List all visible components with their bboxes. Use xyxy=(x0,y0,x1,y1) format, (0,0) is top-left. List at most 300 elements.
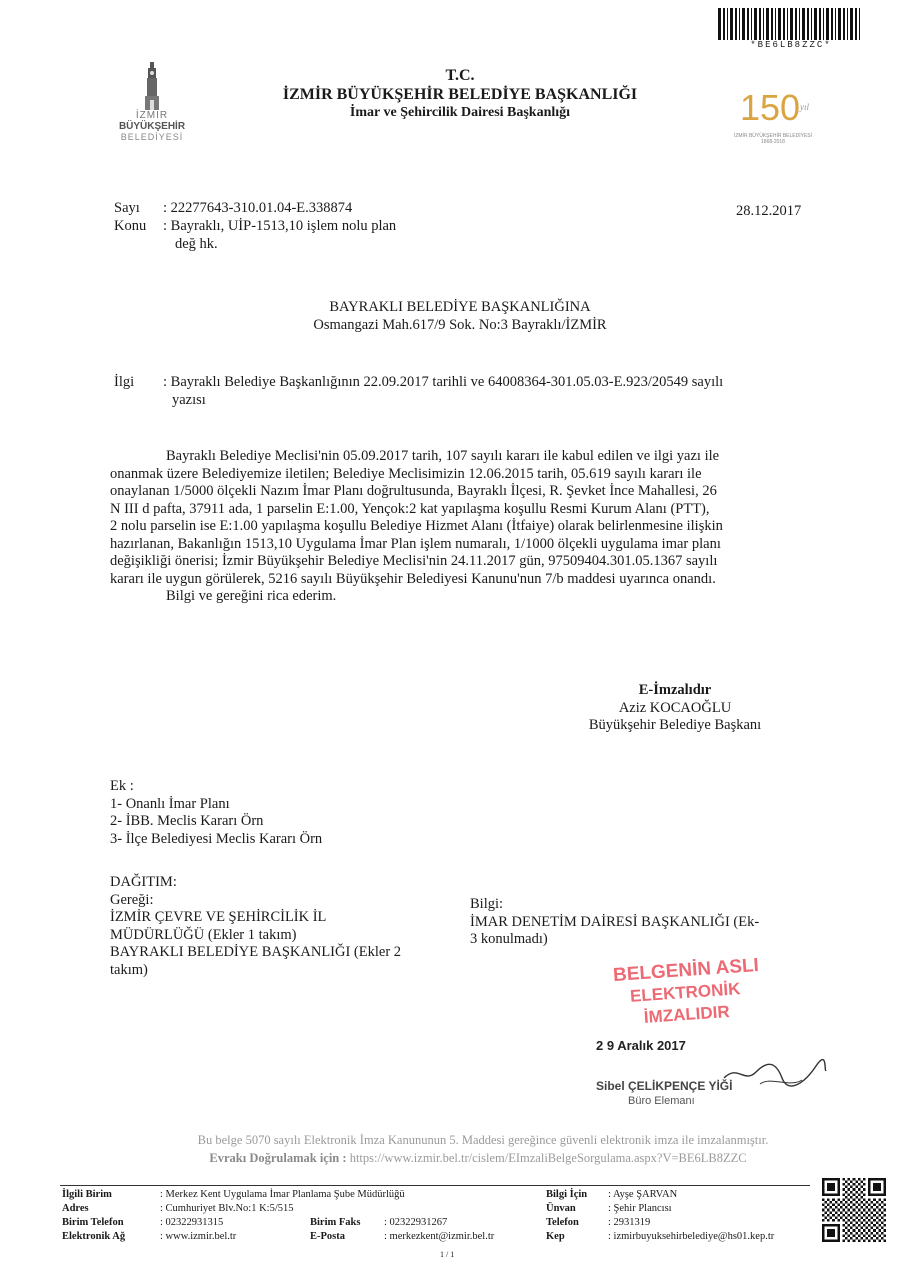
qr-module xyxy=(881,1227,884,1230)
qr-module xyxy=(866,1232,869,1235)
qr-module xyxy=(832,1214,835,1217)
body-line: Bayraklı Belediye Meclisi'nin 05.09.2017 tarih, 107 sayılı kararı ile kabul edilen ve ilgi yazı ile xyxy=(166,448,720,464)
qr-module xyxy=(853,1229,856,1232)
bilgi-icin-label: Bilgi İçin xyxy=(546,1189,588,1200)
qr-module xyxy=(883,1219,886,1222)
verification-line xyxy=(148,1151,808,1166)
barcode-bar xyxy=(759,8,761,40)
page-number: 1 / 1 xyxy=(440,1250,455,1259)
barcode-bar xyxy=(807,8,809,40)
qr-module xyxy=(832,1204,835,1207)
barcode-bar xyxy=(747,8,749,40)
qr-module xyxy=(871,1237,874,1240)
qr-module xyxy=(822,1198,825,1201)
qr-module xyxy=(863,1219,866,1222)
barcode-bar xyxy=(859,8,860,40)
barcode-bar xyxy=(718,8,721,40)
birim-telefon-label: Birim Telefon xyxy=(62,1217,124,1228)
barcode-bar xyxy=(742,8,745,40)
body-line: değişikliği önerisi; İzmir Büyükşehir Belediye Meclisi'nin 24.11.2017 gün, 97509404.301.05.1367 sayılı xyxy=(110,553,718,569)
barcode-bar xyxy=(795,8,797,40)
qr-module xyxy=(853,1198,856,1201)
barcode-bar xyxy=(763,8,764,40)
qr-module xyxy=(883,1224,886,1227)
qr-module xyxy=(842,1219,845,1222)
qr-module xyxy=(881,1206,884,1209)
qr-module xyxy=(863,1188,866,1191)
qr-module xyxy=(853,1188,856,1191)
attachments-block xyxy=(110,778,322,848)
qr-module xyxy=(863,1209,866,1212)
qr-module xyxy=(832,1219,835,1222)
qr-module xyxy=(855,1186,858,1189)
attachments-label: Ek : xyxy=(110,778,134,794)
qr-module xyxy=(876,1201,879,1204)
footer-mid-values xyxy=(384,1216,494,1244)
qr-module xyxy=(863,1178,866,1181)
qr-module xyxy=(848,1188,851,1191)
qr-module xyxy=(878,1214,881,1217)
eposta-value[interactable]: : merkezkent@izmir.bel.tr xyxy=(384,1231,495,1242)
qr-module xyxy=(853,1224,856,1227)
qr-module xyxy=(855,1211,858,1214)
qr-module xyxy=(881,1232,884,1235)
150-years: 1868-2018 xyxy=(761,139,785,145)
footer-mid-labels xyxy=(310,1216,360,1244)
qr-module xyxy=(873,1198,876,1201)
stamp-officer-name: Sibel ÇELİKPENÇE YİĞİ xyxy=(596,1079,733,1093)
qr-module xyxy=(855,1237,858,1240)
qr-module xyxy=(866,1201,869,1204)
qr-module xyxy=(873,1234,876,1237)
qr-module xyxy=(878,1239,881,1242)
ilgi-line1: : Bayraklı Belediye Başkanlığının 22.09.2017 tarihli ve 64008364-301.05.03-E.923/20549 sayılı xyxy=(163,374,724,390)
qr-module xyxy=(842,1204,845,1207)
qr-module xyxy=(876,1216,879,1219)
qr-module xyxy=(881,1216,884,1219)
qr-module xyxy=(878,1198,881,1201)
stamp-line2: ELEKTRONİK İMZALIDIR xyxy=(629,979,741,1027)
qr-module xyxy=(853,1193,856,1196)
qr-module xyxy=(866,1227,869,1230)
qr-module xyxy=(868,1229,871,1232)
qr-module xyxy=(873,1204,876,1207)
qr-module xyxy=(837,1219,840,1222)
barcode-bar xyxy=(843,8,845,40)
qr-module xyxy=(866,1237,869,1240)
qr-module xyxy=(825,1206,828,1209)
logo-line-buyuksehir: BÜYÜKŞEHİR xyxy=(118,121,186,132)
qr-module xyxy=(858,1188,861,1191)
barcode-bar xyxy=(790,8,793,40)
konu-value-line1: : Bayraklı, UİP-1513,10 işlem nolu plan xyxy=(163,218,397,234)
qr-module xyxy=(853,1178,856,1181)
header-institution: İZMİR BÜYÜKŞEHİR BELEDİYE BAŞKANLIĞI xyxy=(282,86,638,103)
qr-module xyxy=(858,1198,861,1201)
qr-module xyxy=(871,1211,874,1214)
qr-module xyxy=(840,1201,843,1204)
qr-module xyxy=(850,1232,853,1235)
qr-module xyxy=(858,1204,861,1207)
qr-module xyxy=(876,1227,879,1230)
sayi-value: : 22277643-310.01.04-E.338874 xyxy=(163,200,353,216)
qr-module xyxy=(868,1239,871,1242)
qr-module xyxy=(827,1204,830,1207)
qr-module xyxy=(858,1229,861,1232)
birim-faks-label: Birim Faks xyxy=(310,1217,361,1228)
telefon-value: : 2931319 xyxy=(608,1217,651,1228)
qr-module xyxy=(827,1219,830,1222)
geregi-line: MÜDÜRLÜĞÜ (Ekler 1 takım) xyxy=(110,926,297,943)
qr-module xyxy=(837,1198,840,1201)
body-line: N III d pafta, 37911 ada, 1 parselin E:1.00, Yençok:2 kat yapılaşma koşullu Resmi Kurum Alanı (PTT), xyxy=(110,500,710,517)
ilgili-birim-value: : Merkez Kent Uygulama İmar Planlama Şube Müdürlüğü xyxy=(160,1189,405,1200)
geregi-label: Gereği: xyxy=(110,891,154,908)
stamp-date: 2 9 Aralık 2017 xyxy=(596,1038,686,1053)
qr-module xyxy=(822,1209,825,1212)
qr-module xyxy=(848,1178,851,1181)
qr-module xyxy=(881,1211,884,1214)
150-year-logo xyxy=(728,84,818,146)
qr-module xyxy=(873,1214,876,1217)
footer-divider xyxy=(60,1185,810,1186)
body-line: onanmak üzere Belediyemize iletilen; Belediye Meclisimizin 12.06.2015 tarih, 05.619 sayılı kararı ile xyxy=(110,465,702,482)
adres-label: Adres xyxy=(62,1203,89,1214)
qr-module xyxy=(850,1222,853,1225)
qr-module xyxy=(830,1201,833,1204)
birim-faks-value: : 02322931267 xyxy=(384,1217,448,1228)
barcode-bar xyxy=(787,8,788,40)
qr-module xyxy=(850,1227,853,1230)
logo-line-izmir: İZMİR xyxy=(135,110,169,121)
qr-module xyxy=(840,1206,843,1209)
qr-module xyxy=(878,1229,881,1232)
qr-module xyxy=(871,1206,874,1209)
qr-module xyxy=(881,1201,884,1204)
qr-module xyxy=(873,1224,876,1227)
qr-module xyxy=(842,1178,845,1181)
qr-module xyxy=(830,1211,833,1214)
qr-module xyxy=(883,1209,886,1212)
qr-module xyxy=(830,1216,833,1219)
qr-module xyxy=(827,1214,830,1217)
qr-module xyxy=(845,1186,848,1189)
barcode-bar xyxy=(730,8,733,40)
barcode-bar xyxy=(814,8,817,40)
footer-left-values xyxy=(160,1188,405,1244)
qr-module xyxy=(858,1183,861,1186)
qr-module xyxy=(860,1237,863,1240)
qr-module xyxy=(842,1239,845,1242)
barcode-bar xyxy=(826,8,829,40)
ilgi-line2: yazısı xyxy=(172,392,206,408)
qr-module xyxy=(850,1211,853,1214)
qr-module xyxy=(876,1232,879,1235)
sayi-label: Sayı xyxy=(114,200,140,216)
qr-module xyxy=(845,1196,848,1199)
logo-line-belediyesi: BELEDİYESİ xyxy=(120,132,184,142)
qr-module xyxy=(868,1204,871,1207)
barcode-bar xyxy=(831,8,833,40)
qr-module xyxy=(871,1201,874,1204)
signature-block xyxy=(560,682,790,735)
qr-module xyxy=(848,1229,851,1232)
stamp-officer-role: Büro Elemanı xyxy=(628,1095,695,1107)
qr-module xyxy=(868,1209,871,1212)
qr-module xyxy=(845,1206,848,1209)
esign-notice: Bu belge 5070 sayılı Elektronik İmza Kanununun 5. Maddesi gereğince güvenli elektronik imza ile imzalanmıştır. xyxy=(197,1133,769,1147)
qr-module xyxy=(848,1234,851,1237)
qr-module xyxy=(845,1211,848,1214)
qr-module xyxy=(876,1206,879,1209)
qr-module xyxy=(822,1219,825,1222)
qr-module xyxy=(858,1193,861,1196)
qr-module xyxy=(878,1234,881,1237)
qr-module xyxy=(855,1227,858,1230)
qr-module xyxy=(863,1198,866,1201)
bilgi-line: İMAR DENETİM DAİRESİ BAŞKANLIĞI (Ek- xyxy=(470,913,760,930)
qr-module xyxy=(873,1239,876,1242)
barcode-bar xyxy=(802,8,805,40)
document-barcode xyxy=(718,8,864,40)
barcode-bar xyxy=(739,8,740,40)
qr-module xyxy=(873,1229,876,1232)
document-header xyxy=(200,66,720,122)
telefon-label: Telefon xyxy=(546,1217,579,1228)
qr-module xyxy=(878,1224,881,1227)
qr-module xyxy=(848,1204,851,1207)
qr-module xyxy=(868,1224,871,1227)
konu-value-line2: değ hk. xyxy=(175,236,218,252)
qr-module xyxy=(873,1219,876,1222)
qr-module xyxy=(835,1216,838,1219)
qr-module xyxy=(860,1196,863,1199)
qr-module xyxy=(850,1196,853,1199)
qr-module xyxy=(858,1234,861,1237)
qr-module xyxy=(845,1201,848,1204)
qr-module xyxy=(848,1183,851,1186)
barcode-bar xyxy=(754,8,757,40)
qr-module xyxy=(848,1193,851,1196)
qr-module xyxy=(827,1209,830,1212)
qr-module xyxy=(853,1209,856,1212)
barcode-bar xyxy=(855,8,857,40)
barcode-bar xyxy=(735,8,737,40)
qr-module xyxy=(860,1222,863,1225)
qr-module xyxy=(876,1237,879,1240)
qr-module xyxy=(848,1239,851,1242)
qr-module xyxy=(845,1232,848,1235)
qr-module xyxy=(853,1239,856,1242)
qr-module xyxy=(860,1232,863,1235)
attachment-item: 1- Onanlı İmar Planı xyxy=(110,795,230,812)
header-department: İmar ve Şehircilik Dairesi Başkanlığı xyxy=(349,105,571,120)
qr-module xyxy=(860,1181,863,1184)
qr-module xyxy=(855,1181,858,1184)
qr-module xyxy=(858,1224,861,1227)
geregi-line: BAYRAKLI BELEDİYE BAŞKANLIĞI (Ekler 2 xyxy=(110,944,402,960)
unvan-value: : Şehir Plancısı xyxy=(608,1203,672,1214)
recipient-name: BAYRAKLI BELEDİYE BAŞKANLIĞINA xyxy=(329,299,591,315)
150-suffix: yıl xyxy=(800,102,809,112)
recipient-address: Osmangazi Mah.617/9 Sok. No:3 Bayraklı/İZMİR xyxy=(313,317,607,333)
qr-module xyxy=(842,1224,845,1227)
body-paragraph xyxy=(110,448,820,606)
qr-module xyxy=(855,1201,858,1204)
ilgili-birim-label: İlgili Birim xyxy=(62,1189,112,1200)
birim-telefon-value: : 02322931315 xyxy=(160,1217,224,1228)
qr-module xyxy=(858,1178,861,1181)
qr-module xyxy=(840,1216,843,1219)
qr-module xyxy=(883,1198,886,1201)
qr-module xyxy=(822,1214,825,1217)
body-line: kararı ile uygun görülerek, 5216 sayılı Büyükşehir Belediyesi Kanunu'nun 7/b maddesi uyarınca onandı. xyxy=(110,570,716,587)
qr-module xyxy=(858,1209,861,1212)
izmir-municipality-logo xyxy=(106,62,198,154)
ilgi-label: İlgi xyxy=(114,374,135,390)
qr-module xyxy=(863,1183,866,1186)
qr-module xyxy=(850,1181,853,1184)
qr-module xyxy=(835,1201,838,1204)
clock-tower-icon xyxy=(140,62,164,110)
qr-module xyxy=(878,1219,881,1222)
signatory-title: Büyükşehir Belediye Başkanı xyxy=(588,717,762,733)
elektronik-ag-label: Elektronik Ağ xyxy=(62,1231,126,1242)
qr-module xyxy=(883,1214,886,1217)
qr-module xyxy=(842,1234,845,1237)
qr-module xyxy=(866,1222,869,1225)
distribution-label: DAĞITIM: xyxy=(110,874,177,890)
qr-module xyxy=(868,1219,871,1222)
header-tc: T.C. xyxy=(445,67,475,84)
qr-module xyxy=(850,1237,853,1240)
qr-module xyxy=(848,1214,851,1217)
barcode-bar xyxy=(847,8,848,40)
qr-module xyxy=(848,1224,851,1227)
adres-value: : Cumhuriyet Blv.No:1 K:5/515 xyxy=(160,1203,294,1214)
qr-module xyxy=(881,1237,884,1240)
qr-module xyxy=(848,1219,851,1222)
bilgi-icin-value: : Ayşe ŞARVAN xyxy=(608,1189,678,1200)
barcode-bar xyxy=(723,8,725,40)
qr-module xyxy=(822,1204,825,1207)
barcode-bar xyxy=(751,8,752,40)
qr-module xyxy=(863,1234,866,1237)
qr-module xyxy=(868,1234,871,1237)
qr-module xyxy=(855,1222,858,1225)
qr-module xyxy=(863,1229,866,1232)
qr-module xyxy=(842,1188,845,1191)
qr-module xyxy=(845,1181,848,1184)
qr-module xyxy=(845,1222,848,1225)
geregi-line: İZMİR ÇEVRE VE ŞEHİRCİLİK İL xyxy=(110,909,327,925)
unvan-label: Ünvan xyxy=(546,1203,576,1214)
konu-label: Konu xyxy=(114,218,147,234)
barcode-bar xyxy=(819,8,821,40)
qr-module xyxy=(850,1201,853,1204)
qr-module xyxy=(876,1211,879,1214)
qr-module xyxy=(858,1219,861,1222)
qr-module xyxy=(883,1204,886,1207)
eposta-label: E-Posta xyxy=(310,1231,345,1242)
qr-module xyxy=(855,1191,858,1194)
geregi-line: takım) xyxy=(110,961,148,978)
barcode-bar xyxy=(838,8,841,40)
qr-module xyxy=(853,1219,856,1222)
qr-module xyxy=(855,1216,858,1219)
qr-module xyxy=(881,1222,884,1225)
signature-label: E-İmzalıdır xyxy=(638,682,712,698)
signatory-name: Aziz KOCAOĞLU xyxy=(618,699,732,716)
barcode-bar xyxy=(799,8,800,40)
qr-module xyxy=(878,1209,881,1212)
qr-module xyxy=(863,1214,866,1217)
qr-module xyxy=(866,1206,869,1209)
qr-module xyxy=(860,1206,863,1209)
kep-value[interactable]: : izmirbuyuksehirbelediye@hs01.kep.tr xyxy=(608,1231,775,1242)
qr-module xyxy=(853,1234,856,1237)
qr-module xyxy=(825,1211,828,1214)
body-line: 2 nolu parselin ise E:1.00 yapılaşma koşullu Belediye Hizmet Alanı (İtfaiye) olarak belirlenmesine ilişkin xyxy=(110,518,723,534)
qr-module xyxy=(858,1239,861,1242)
qr-module xyxy=(863,1204,866,1207)
qr-module xyxy=(860,1201,863,1204)
body-line: hazırlanan, Bakanlığın 1513,10 Uygulama İmar Plan işlem numaralı, 1/1000 ölçekli uygulama imar planı xyxy=(110,535,721,552)
qr-module xyxy=(860,1186,863,1189)
qr-module xyxy=(832,1198,835,1201)
qr-module xyxy=(855,1196,858,1199)
barcode-bar xyxy=(823,8,824,40)
qr-module xyxy=(830,1206,833,1209)
qr-module xyxy=(850,1191,853,1194)
qr-module xyxy=(848,1209,851,1212)
qr-module xyxy=(840,1211,843,1214)
qr-module xyxy=(871,1216,874,1219)
qr-module xyxy=(860,1191,863,1194)
qr-module xyxy=(835,1211,838,1214)
qr-module xyxy=(873,1209,876,1212)
qr-module xyxy=(878,1204,881,1207)
barcode-bar xyxy=(783,8,785,40)
bilgi-block xyxy=(470,896,810,949)
bilgi-line: 3 konulmadı) xyxy=(470,931,548,947)
qr-module xyxy=(848,1198,851,1201)
qr-module xyxy=(866,1216,869,1219)
bilgi-label: Bilgi: xyxy=(470,896,504,912)
qr-module xyxy=(868,1214,871,1217)
verification-label: Evrakı Doğrulamak için : xyxy=(209,1151,347,1165)
barcode-text: *BE6LB8ZZC* xyxy=(750,40,832,50)
qr-module xyxy=(845,1237,848,1240)
qr-module xyxy=(850,1216,853,1219)
qr-module xyxy=(842,1214,845,1217)
elektronik-ag-value[interactable]: : www.izmir.bel.tr xyxy=(160,1231,237,1242)
qr-module xyxy=(853,1204,856,1207)
barcode-bar xyxy=(778,8,781,40)
qr-module xyxy=(863,1239,866,1242)
attachment-item: 3- İlçe Belediyesi Meclis Kararı Örn xyxy=(110,830,323,847)
verification-url[interactable]: https://www.izmir.bel.tr/cislem/EImzaliBelgeSorgulama.aspx?V=BE6LB8ZZC xyxy=(349,1151,747,1165)
closing-line: Bilgi ve gereğini rica ederim. xyxy=(166,588,337,604)
barcode-bar xyxy=(771,8,773,40)
stamp-line1: BELGENİN ASLI xyxy=(612,954,760,987)
qr-module xyxy=(832,1209,835,1212)
body-line: onaylanan 1/5000 ölçekli Nazım İmar Planı doğrultusunda, Bayraklı İlçesi, R. Şevket İnce Mahallesi, 26 xyxy=(110,483,717,499)
150-anniversary-icon xyxy=(728,84,818,128)
barcode-bar xyxy=(835,8,836,40)
barcode-bar xyxy=(727,8,728,40)
qr-module xyxy=(842,1209,845,1212)
